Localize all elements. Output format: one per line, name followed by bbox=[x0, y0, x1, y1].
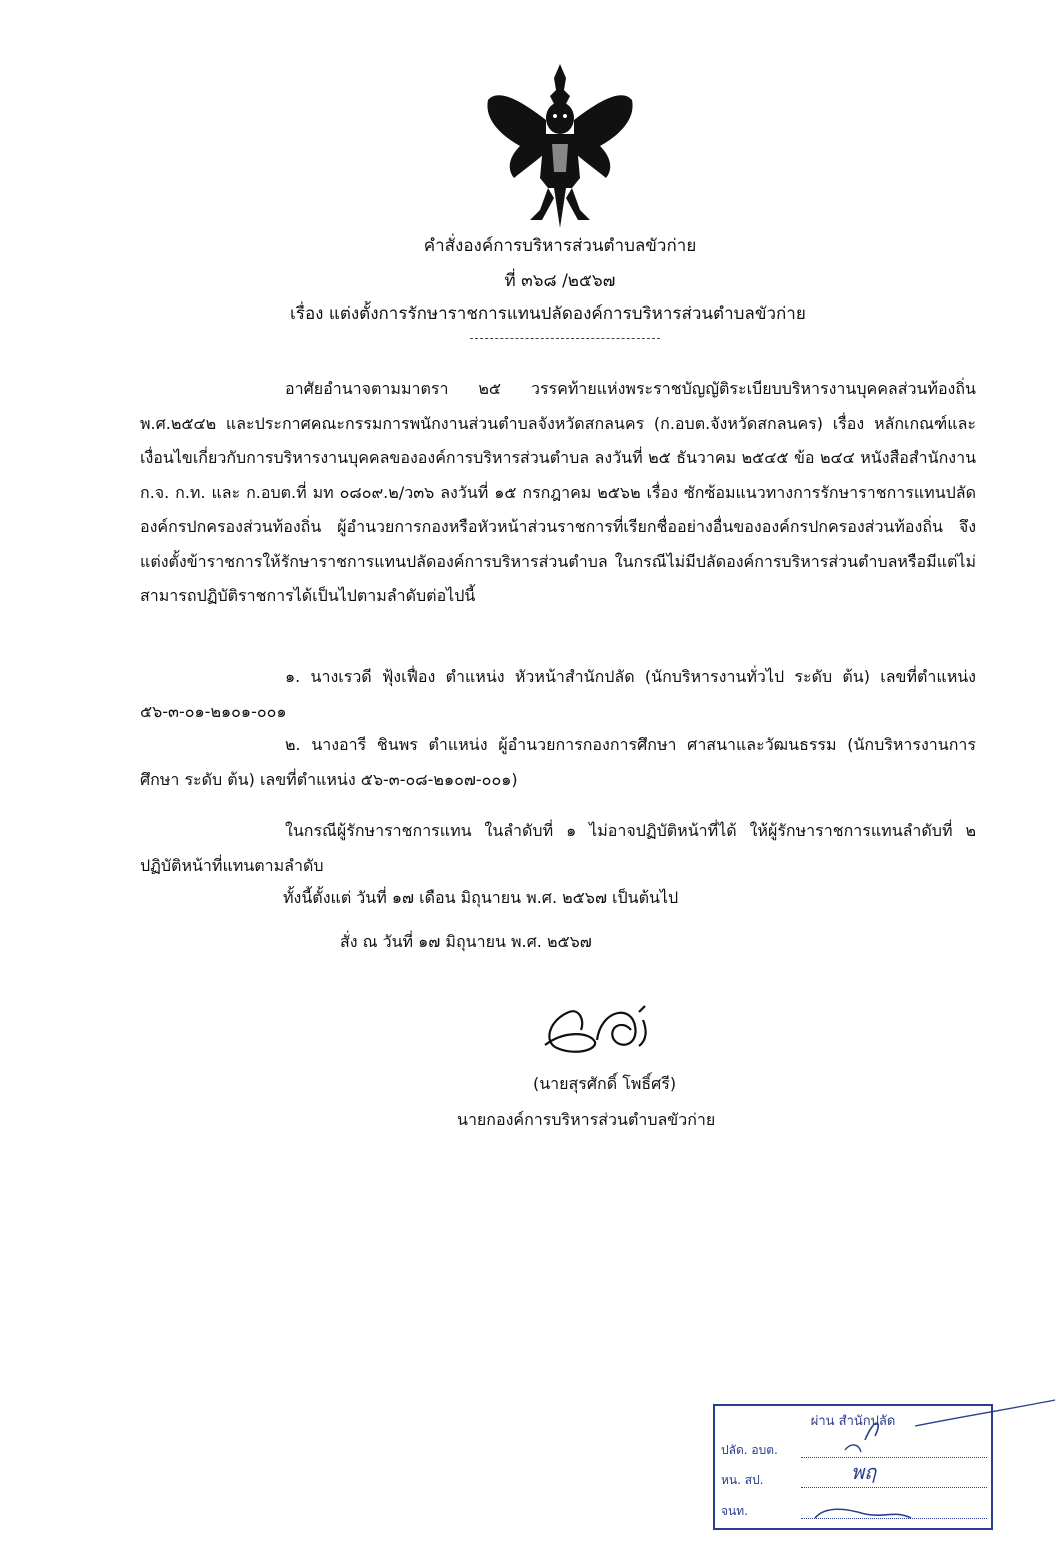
order-number: ที่ ๓๖๘ /๒๕๖๗ bbox=[504, 271, 616, 291]
effective-date: ทั้งนี้ตั้งแต่ วันที่ ๑๗ เดือน มิถุนายน พ.ศ. ๒๕๖๗ เป็นต้นไป bbox=[283, 888, 679, 907]
order-date: สั่ง ณ วันที่ ๑๗ มิถุนายน พ.ศ. ๒๕๖๗ bbox=[340, 932, 592, 951]
stamp-row-officer bbox=[721, 1501, 987, 1521]
signer-name: (นายสุรศักดิ์ โพธิ์ศรี) bbox=[533, 1074, 677, 1093]
dotted-line bbox=[801, 1518, 987, 1519]
dotted-line bbox=[801, 1487, 987, 1488]
stamp-heading: ผ่าน สำนักปลัด bbox=[810, 1414, 896, 1429]
garuda-emblem-icon bbox=[480, 60, 640, 230]
stamp-row-label: จนท. bbox=[721, 1504, 748, 1518]
appointee-item-1: ๑. นางเรวดี ฟุ้งเฟื่อง ตำแหน่ง หัวหน้าสำนักปลัด (นักบริหารงานทั่วไป ระดับ ต้น) เลขที่ตำแหน่ง ๕๖-๓-๐๑-๒๑๐๑-๐๐๑ bbox=[140, 667, 976, 721]
signature-image bbox=[535, 990, 675, 1060]
succession-note: ในกรณีผู้รักษาราชการแทน ในลำดับที่ ๑ ไม่อาจปฏิบัติหน้าที่ได้ ให้ผู้รักษาราชการแทนลำดับที่ ๒ ปฏิบัติหน้าที่แทนตามลำดับ bbox=[140, 821, 977, 875]
stamp-row-label: ปลัด. อบต. bbox=[721, 1443, 778, 1457]
order-title: คำสั่งองค์การบริหารส่วนตำบลขัวก่าย bbox=[423, 236, 697, 256]
order-subject: เรื่อง แต่งตั้งการรักษาราชการแทนปลัดองค์การบริหารส่วนตำบลขัวก่าย bbox=[290, 304, 806, 324]
signer-position: นายกองค์การบริหารส่วนตำบลขัวก่าย bbox=[457, 1110, 716, 1129]
stamp-row-label: หน. สป. bbox=[721, 1473, 764, 1487]
routing-stamp bbox=[713, 1404, 993, 1530]
stamp-row-head bbox=[721, 1460, 987, 1490]
header-divider bbox=[470, 338, 660, 339]
handwritten-initials: พฤ bbox=[851, 1460, 877, 1484]
authority-paragraph: อาศัยอำนาจตามมาตรา ๒๕ วรรคท้ายแห่งพระราชบัญญัติระเบียบบริหารงานบุคคลส่วนท้องถิ่น พ.ศ.๒๕๔๒ และประกาศคณะกรรมการพนักงานส่วนตำบลจังหวัดสกลนคร (ก.อบต.จังหวัดสกลนคร) เรื่อง หลักเกณฑ์และเงื่อนไขเกี่ยวกับการบริหารงานบุคคลขององค์การบริหารส่วนตำบล ลงวันที่ ๒๕ ธันวาคม ๒๕๔๕ ข้อ ๒๔๔ หนังสือสำนักงาน ก.จ. ก.ท. และ ก.อบต.ที่ มท ๐๘๐๙.๒/ว๓๖ ลงวันที่ ๑๕ กรกฎาคม ๒๕๖๒ เรื่อง ซักซ้อมแนวทางการรักษาราชการแทนปลัด องค์กรปกครองส่วนท้องถิ่น ผู้อำนวยการกองหรือหัวหน้าส่วนราชการที่เรียกชื่ออย่างอื่นขององค์กรปกครองส่วนท้องถิ่น จึงแต่งตั้งข้าราชการให้รักษาราชการแทนปลัดองค์การบริหารส่วนตำบล ในกรณีไม่มีปลัดองค์การบริหารส่วนตำบลหรือมีแต่ไม่สามารถปฏิบัติราชการได้เป็นไปตามลำดับต่อไปนี้ bbox=[140, 379, 977, 605]
dotted-line bbox=[801, 1457, 987, 1458]
appointee-item-2: ๒. นางอารี ชินพร ตำแหน่ง ผู้อำนวยการกองการศึกษา ศาสนาและวัฒนธรรม (นักบริหารงานการศึกษา ระดับ ต้น) เลขที่ตำแหน่ง ๕๖-๓-๐๘-๒๑๐๗-๐๐๑) bbox=[140, 735, 976, 789]
